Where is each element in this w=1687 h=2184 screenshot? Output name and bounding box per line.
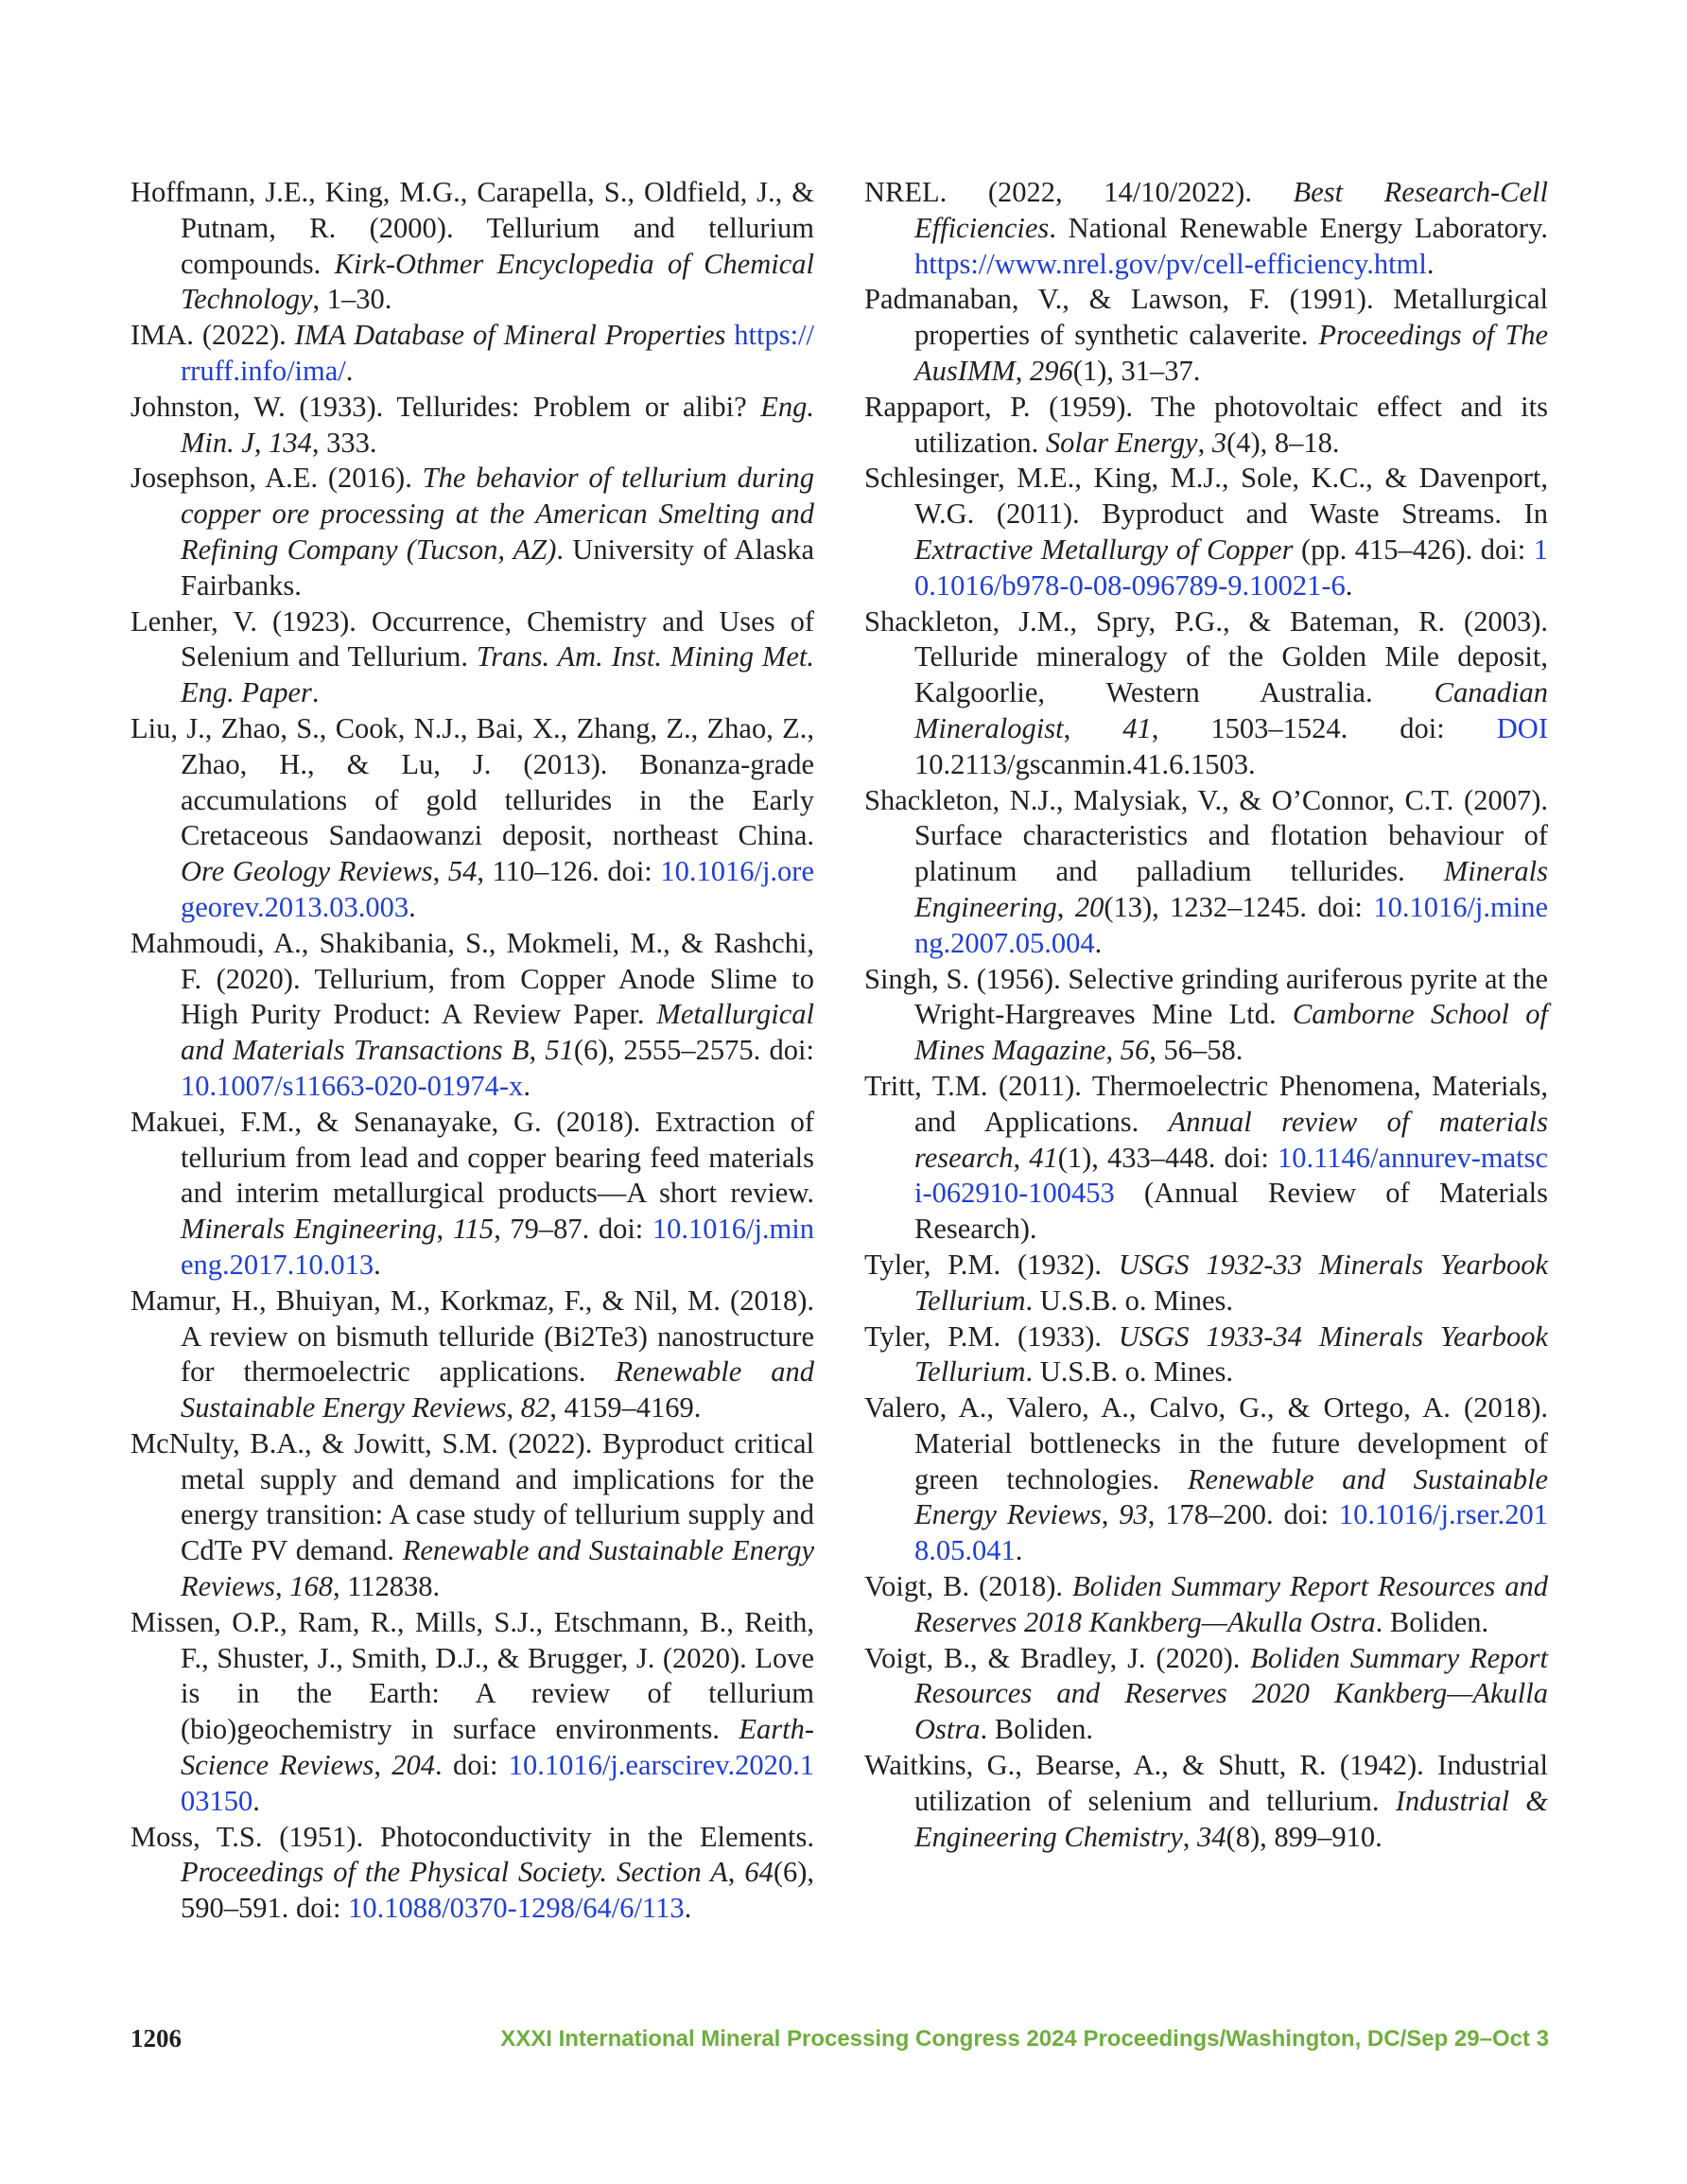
reference-italic-text: 64 xyxy=(744,1856,774,1889)
reference-text: . xyxy=(345,354,354,387)
reference-italic-text: 115 xyxy=(452,1213,495,1246)
reference-entry xyxy=(864,1748,1548,1855)
reference-entry xyxy=(864,461,1548,603)
reference-italic-text: The behavior of tellurium during copper ore processing at the American Smelting and Refining Company (Tucson, AZ) xyxy=(181,462,814,566)
reference-text: , xyxy=(1197,426,1212,459)
reference-text: , xyxy=(1101,1498,1120,1531)
reference-link[interactable]: https://www.nrel.gov/pv/cell-efficiency.html xyxy=(914,247,1427,280)
reference-text: Mahmoudi, A., Shakibania, S., Mokmeli, M., & Rashchi, F. (2020). Tellurium, from Copper Anode Slime to High Purity Product: A Review Paper. xyxy=(130,926,814,1031)
reference-italic-text: 134 xyxy=(269,426,312,459)
reference-text: 10.2113/gscanmin.41.6.1503. xyxy=(914,747,1256,780)
reference-italic-text: Camborne School of Mines Magazine xyxy=(914,998,1548,1067)
reference-text: IMA. (2022). xyxy=(130,319,295,352)
reference-italic-text: Renewable and Sustainable Energy Reviews xyxy=(181,1534,814,1603)
reference-italic-text: Best Research-Cell Efficiencies xyxy=(914,176,1548,244)
reference-italic-text: 51 xyxy=(545,1034,574,1067)
reference-text: , xyxy=(253,426,270,459)
reference-italic-text: Boliden Summary Report Resources and Reserves 2018 Kankberg—Akulla Ostra xyxy=(914,1570,1548,1638)
reference-italic-text: IMA Database of Mineral Properties xyxy=(294,319,726,352)
reference-text: . xyxy=(252,1784,260,1817)
reference-text: , 1–30. xyxy=(312,283,392,316)
reference-text: . U.S.B. o. Mines. xyxy=(1025,1355,1233,1389)
reference-text: , 1503–1524. doi: xyxy=(1151,711,1497,744)
reference-entry xyxy=(130,1426,814,1605)
reference-text: Tyler, P.M. (1932). xyxy=(864,1248,1119,1281)
reference-link[interactable]: 10.1146/annurev-matsci-062910-100453 xyxy=(914,1141,1549,1210)
reference-text: , xyxy=(1015,354,1030,387)
reference-entry xyxy=(130,461,814,603)
reference-text: , 178–200. doi: xyxy=(1147,1498,1339,1531)
reference-italic-text: 3 xyxy=(1211,426,1227,459)
reference-italic-text: Annual review of materials research xyxy=(914,1105,1548,1174)
reference-entry xyxy=(864,175,1548,282)
reference-text: (pp. 415–426). doi: xyxy=(1293,533,1534,566)
reference-text: . National Renewable Energy Laboratory. xyxy=(1049,211,1548,244)
reference-italic-text: Extractive Metallurgy of Copper xyxy=(914,533,1294,566)
reference-text: , xyxy=(1105,1034,1121,1067)
reference-italic-text: Metallurgical and Materials Transactions B xyxy=(181,998,814,1067)
reference-text: . xyxy=(1426,247,1435,280)
reference-link[interactable]: 10.1016/j.mineng.2017.10.013 xyxy=(181,1213,815,1281)
reference-entry xyxy=(864,1319,1548,1391)
reference-link[interactable]: 10.1016/j.rser.2018.05.041 xyxy=(914,1498,1549,1567)
references-column-right xyxy=(864,175,1548,1855)
reference-link[interactable]: 10.1088/0370-1298/64/6/113 xyxy=(348,1892,685,1925)
reference-text: (13), 1232–1245. doi: xyxy=(1104,890,1374,923)
reference-italic-text: 93 xyxy=(1119,1498,1148,1531)
reference-text: (1), 31–37. xyxy=(1072,354,1201,387)
reference-entry xyxy=(864,1069,1548,1248)
reference-text: Tyler, P.M. (1933). xyxy=(864,1319,1119,1353)
reference-text: . xyxy=(1015,1534,1023,1567)
reference-entry xyxy=(130,175,814,318)
reference-text: Johnston, W. (1933). Tellurides: Problem or alibi? xyxy=(130,390,761,423)
reference-text: , 110–126. doi: xyxy=(477,855,661,888)
reference-text: , 112838. xyxy=(332,1570,441,1603)
reference-italic-text: 41 xyxy=(1029,1141,1058,1174)
reference-text: Tritt, T.M. (2011). Thermoelectric Phenomena, Materials, and Applications. xyxy=(864,1069,1548,1138)
reference-text: Rappaport, P. (1959). The photovoltaic effect and its utilization. xyxy=(864,390,1548,459)
reference-italic-text: Kirk-Othmer Encyclopedia of Chemical Technology xyxy=(181,247,814,316)
reference-text: McNulty, B.A., & Jowitt, S.M. (2022). Byproduct critical metal supply and demand and implications for the energy transition: A case study of tellurium supply and CdTe PV demand. xyxy=(130,1426,814,1567)
reference-entry xyxy=(864,390,1548,462)
reference-text: , xyxy=(374,1749,392,1782)
reference-italic-text: Renewable and Sustainable Energy Reviews xyxy=(914,1462,1548,1531)
reference-italic-text: 82 xyxy=(520,1391,550,1424)
reference-entry xyxy=(864,1390,1548,1569)
reference-text: Waitkins, G., Bearse, A., & Shutt, R. (1942). Industrial utilization of selenium and tellurium. xyxy=(864,1749,1548,1817)
reference-text: Voigt, B., & Bradley, J. (2020). xyxy=(864,1641,1251,1674)
reference-text: , xyxy=(432,855,448,888)
reference-entry xyxy=(864,604,1548,783)
conference-title: XXXI International Mineral Processing Congress 2024 Proceedings/Washington, DC/Sep 29–Oct 3 xyxy=(500,2026,1549,2052)
reference-text: Singh, S. (1956). Selective grinding auriferous pyrite at the Wright-Hargreaves Mine Ltd. xyxy=(864,962,1548,1031)
reference-italic-text: USGS 1932-33 Minerals Yearbook Tellurium xyxy=(914,1248,1549,1317)
reference-italic-text: 56 xyxy=(1120,1034,1150,1067)
reference-text: , xyxy=(727,1856,745,1889)
reference-entry xyxy=(864,1248,1548,1319)
reference-entry xyxy=(130,1820,814,1927)
reference-text: . Boliden. xyxy=(980,1713,1093,1746)
reference-text: . xyxy=(684,1892,692,1925)
reference-entry xyxy=(130,1284,814,1426)
reference-italic-text: Canadian Mineralogist xyxy=(914,676,1548,744)
reference-text: , xyxy=(274,1570,290,1603)
reference-entry xyxy=(130,926,814,1105)
reference-entry xyxy=(130,1105,814,1284)
reference-text: Shackleton, J.M., Spry, P.G., & Bateman, R. (2003). Telluride mineralogy of the Golden Mile deposit, Kalgoorlie, Western Australia. xyxy=(864,604,1548,709)
reference-text: . University of Alaska Fairbanks. xyxy=(181,533,814,602)
reference-italic-text: Trans. Am. Inst. Mining Met. Eng. Paper xyxy=(181,640,814,709)
reference-entry xyxy=(864,1569,1548,1641)
reference-text: Schlesinger, M.E., King, M.J., Sole, K.C., & Davenport, W.G. (2011). Byproduct and Waste Streams. In xyxy=(864,462,1548,531)
reference-text: , xyxy=(1182,1820,1198,1853)
reference-text: Shackleton, N.J., Malysiak, V., & O’Connor, C.T. (2007). Surface characteristics and flotation behaviour of platinum and palladium tellurides. xyxy=(864,783,1548,888)
reference-link[interactable]: 10.1016/j.oregeorev.2013.03.003 xyxy=(181,855,814,923)
reference-text: (8), 899–910. xyxy=(1226,1820,1383,1853)
reference-italic-text: Boliden Summary Report Resources and Reserves 2020 Kankberg—Akulla Ostra xyxy=(914,1641,1548,1746)
reference-text: Mamur, H., Bhuiyan, M., Korkmaz, F., & Nil, M. (2018). A review on bismuth telluride (Bi2Te3) nanostructure for thermoelectric applications. xyxy=(130,1284,814,1389)
references-column-left xyxy=(130,175,814,1927)
reference-link[interactable]: 10.1016/j.mineng.2007.05.004 xyxy=(914,890,1549,959)
reference-text xyxy=(725,319,734,351)
reference-text: Missen, O.P., Ram, R., Mills, S.J., Etschmann, B., Reith, F., Shuster, J., Smith, D.J., & Brugger, J. (2020). Love is in the Earth: A review of tellurium (bio)geochemistry in surface environments. xyxy=(130,1605,814,1746)
reference-italic-text: 54 xyxy=(447,855,478,888)
reference-italic-text: Industrial & Engineering Chemistry xyxy=(914,1784,1548,1853)
reference-text: . doi: xyxy=(435,1749,509,1782)
reference-italic-text: Ore Geology Reviews xyxy=(181,855,433,888)
reference-text: , xyxy=(1056,890,1075,923)
reference-link[interactable]: 10.1016/b978-0-08-096789-9.10021-6 xyxy=(914,533,1549,602)
reference-text: . xyxy=(311,676,320,709)
reference-text: Josephson, A.E. (2016). xyxy=(130,462,423,495)
reference-italic-text: Eng. Min. J xyxy=(181,390,814,459)
reference-text: , xyxy=(529,1034,546,1067)
reference-link[interactable]: https://rruff.info/ima/ xyxy=(181,319,814,387)
reference-text: (Annual Review of Materials Research). xyxy=(914,1177,1548,1246)
reference-link[interactable]: DOI xyxy=(1496,711,1548,744)
reference-text: . xyxy=(1345,568,1353,602)
reference-italic-text: 20 xyxy=(1074,890,1104,923)
reference-italic-text: 168 xyxy=(289,1570,333,1603)
reference-text: Lenher, V. (1923). Occurrence, Chemistry and Uses of Selenium and Tellurium. xyxy=(130,604,814,673)
reference-italic-text: 296 xyxy=(1029,354,1073,387)
reference-italic-text: Solar Energy xyxy=(1045,426,1198,459)
reference-entry xyxy=(864,962,1548,1069)
reference-text: . U.S.B. o. Mines. xyxy=(1025,1284,1233,1317)
reference-text: Moss, T.S. (1951). Photoconductivity in the Elements. xyxy=(130,1820,814,1853)
page-footer xyxy=(130,2024,1549,2062)
reference-text: , xyxy=(436,1213,453,1246)
reference-text: Makuei, F.M., & Senanayake, G. (2018). Extraction of tellurium from lead and copper bearing feed materials and interim metallurgical products—A short review. xyxy=(130,1105,814,1210)
reference-text: Liu, J., Zhao, S., Cook, N.J., Bai, X., Zhang, Z., Zhao, Z., Zhao, H., & Lu, J. (2013). Bonanza-grade accumulations of gold tellurides in the Early Cretaceous Sandaowanzi deposit, northeast China. xyxy=(130,711,814,852)
reference-entry xyxy=(130,318,814,390)
reference-text: (1), 433–448. doi: xyxy=(1057,1141,1278,1174)
reference-italic-text: Minerals Engineering xyxy=(181,1213,437,1246)
reference-text: , 333. xyxy=(311,426,377,459)
reference-link[interactable]: 10.1016/j.earscirev.2020.103150 xyxy=(181,1749,815,1817)
reference-text: (4), 8–18. xyxy=(1226,426,1340,459)
reference-italic-text: Proceedings of The AusIMM xyxy=(914,319,1548,387)
reference-italic-text: 41 xyxy=(1122,711,1152,744)
reference-italic-text: 34 xyxy=(1197,1820,1226,1853)
reference-text: , xyxy=(506,1391,521,1424)
reference-text: . xyxy=(374,1248,381,1281)
reference-text: , 79–87. doi: xyxy=(494,1213,652,1246)
reference-italic-text: 204 xyxy=(391,1749,436,1782)
reference-italic-text: USGS 1933-34 Minerals Yearbook Tellurium xyxy=(914,1319,1549,1389)
reference-entry xyxy=(130,1605,814,1820)
page-number: 1206 xyxy=(130,2024,182,2053)
reference-entry xyxy=(130,390,814,462)
reference-text: . xyxy=(409,890,416,923)
reference-italic-text: Minerals Engineering xyxy=(914,855,1548,923)
reference-text: . Boliden. xyxy=(1375,1605,1489,1638)
reference-entry xyxy=(864,282,1548,389)
reference-text: (6), 590–591. doi: xyxy=(181,1856,815,1925)
reference-text: , 56–58. xyxy=(1149,1034,1244,1067)
reference-text: Valero, A., Valero, A., Calvo, G., & Ortego, A. (2018). Material bottlenecks in the future development of green technologies. xyxy=(864,1391,1548,1495)
reference-italic-text: Renewable and Sustainable Energy Reviews xyxy=(181,1355,814,1424)
reference-text: Padmanaban, V., & Lawson, F. (1991). Metallurgical properties of synthetic calaverite. xyxy=(864,283,1548,352)
reference-text: . xyxy=(523,1069,530,1102)
reference-text: , xyxy=(1063,711,1123,744)
reference-text: (6), 2555–2575. doi: xyxy=(573,1034,815,1067)
reference-text: . xyxy=(1094,926,1103,959)
reference-entry xyxy=(864,1641,1548,1748)
reference-text: Voigt, B. (2018). xyxy=(864,1570,1073,1603)
reference-link[interactable]: 10.1007/s11663-020-01974-x xyxy=(181,1069,524,1102)
reference-entry xyxy=(130,604,814,711)
reference-entry xyxy=(864,783,1548,962)
reference-italic-text: Earth-Science Reviews xyxy=(181,1713,814,1782)
reference-text: , xyxy=(1013,1141,1030,1174)
reference-italic-text: Proceedings of the Physical Society. Section A xyxy=(181,1856,728,1889)
reference-entry xyxy=(130,711,814,926)
reference-text: , 4159–4169. xyxy=(549,1391,702,1424)
reference-text: Hoffmann, J.E., King, M.G., Carapella, S., Oldfield, J., & Putnam, R. (2000). Tellurium and tellurium compounds. xyxy=(130,176,814,280)
reference-text: NREL. (2022, 14/10/2022). xyxy=(864,176,1294,208)
